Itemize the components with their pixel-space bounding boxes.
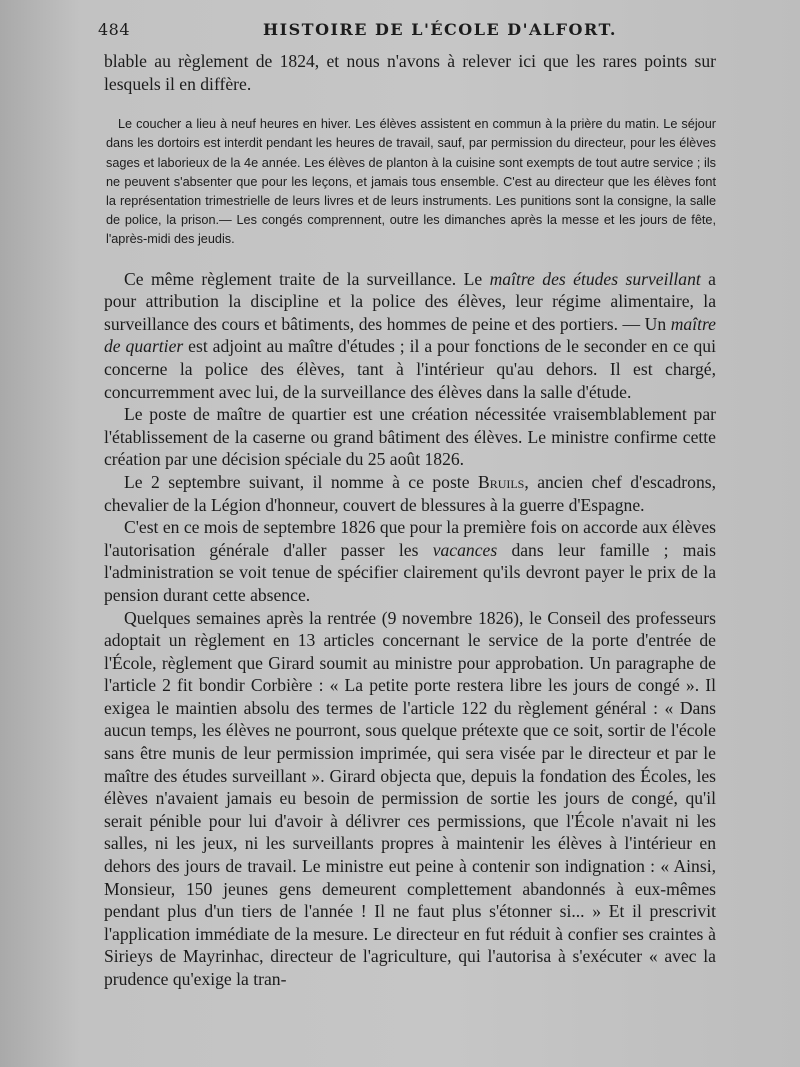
paragraph-surveillance	[104, 268, 716, 404]
page-body	[104, 50, 716, 991]
paragraph-text: a pour attribution la discipline et la police des élèves, leur régime alimentaire, la surveillance des cours et bâtiments, des hommes de peine et des portiers. — Un	[104, 268, 716, 334]
opening-paragraph: blable au règlement de 1824, et nous n'avons à relever ici que les rares points sur lesquels il en diffère.	[104, 51, 716, 94]
paragraph-text: , ancien chef d'escadrons, chevalier de la Légion d'honneur, couvert de blessures à la guerre d'Espagne.	[104, 471, 716, 515]
paragraph-vacances	[104, 516, 716, 606]
italic-term: maître de quartier	[104, 313, 716, 357]
paragraph-maitre-de-quartier: Le poste de maître de quartier est une création nécessitée vraisemblablement par l'établissement de la caserne ou grand bâtiment des élèves. Le ministre confirme cette création par une décision spéciale du 25 août 1826.	[104, 404, 716, 470]
italic-term: vacances	[432, 539, 498, 560]
paragraph-text: C'est en ce mois de septembre 1826 que pour la première fois on accorde aux élèves l'autorisation générale d'aller passer les	[104, 517, 716, 560]
running-title: HISTOIRE DE L'ÉCOLE D'ALFORT.	[263, 20, 617, 39]
paragraph-text: Ce même règlement traite de la surveillance. Le	[124, 268, 490, 289]
paragraph-text: est adjoint au maître d'études ; il a pour fonctions de le seconder en ce qui concerne la police des élèves, tant à l'intérieur qu'au dehors. Il est chargé, concurremment avec lui, de la surveillance des élèves dans la salle d'étude.	[104, 336, 716, 402]
paragraph-text: dans leur famille ; mais l'administration se voit tenue de spécifier clairement qu'ils devront payer le prix de la pension durant cette absence.	[104, 539, 716, 605]
paragraph-reglement-porte: Quelques semaines après la rentrée (9 novembre 1826), le Conseil des professeurs adoptait un règlement en 13 articles concernant le service de la porte d'entrée de l'École, règlement que Girard soumit au ministre pour approbation. Un paragraphe de l'article 2 fit bondir Corbière : « La petite porte restera libre les jours de congé ». Il exigea le maintien absolu des termes de l'article 122 du règlement général : « Dans aucun temps, les élèves ne pourront, sous quelque prétexte que ce soit, sortir de l'école sans être munis de leur permission imprimée, qui sera visée par le directeur et par le maître des études surveillant ». Girard objecta que, depuis la fondation des Écoles, les élèves n'avaient jamais eu besoin de permission de sortie les jours de congé, qu'il serait pénible pour lui d'avoir à délivrer ces permissions, que l'École n'avait ni les salles, ni les jeux, ni les surveillants propres à maintenir les élèves à l'intérieur en dehors des jours de travail. Le ministre eut peine à contenir son indignation : « Ainsi, Monsieur, 150 jeunes gens demeurent complettement abandonnés à eux-mêmes pendant plus d'un tiers de l'année ! Il ne faut plus s'étonner si... » Et il prescrivit l'application immédiate de la mesure. Le directeur en fut réduit à confier ses craintes à Sirieys de Mayrinhac, directeur de l'agriculture, qui l'autorisa à s'exécuter « avec la prudence qu'exige la tran-	[104, 607, 716, 990]
italic-term: maître des études surveillant	[489, 268, 701, 289]
page-number: 484	[98, 20, 131, 39]
paragraph-nomination	[104, 471, 716, 516]
person-name: Bruils	[477, 471, 525, 492]
paragraph-text: Le 2 septembre suivant, il nomme à ce poste	[124, 471, 478, 492]
regulation-excerpt: Le coucher a lieu à neuf heures en hiver. Les élèves assistent en commun à la prière du matin. Le séjour dans les dortoirs est interdit pendant les heures de travail, sauf, par permission du directeur, pour les élèves sages et laborieux de la 4e année. Les élèves de planton à la cuisine sont exempts de tout autre service ; ils ne peuvent s'absenter que pour les leçons, et jamais tous ensemble. C'est au directeur que les élèves font la représentation trimestrielle de leurs livres et de leurs instruments. Les punitions sont la consigne, la salle de police, la prison.— Les congés comprennent, outre les dimanches après la messe et les jours de fête, l'après-midi des jeudis.	[106, 117, 716, 247]
page-header	[98, 16, 738, 42]
